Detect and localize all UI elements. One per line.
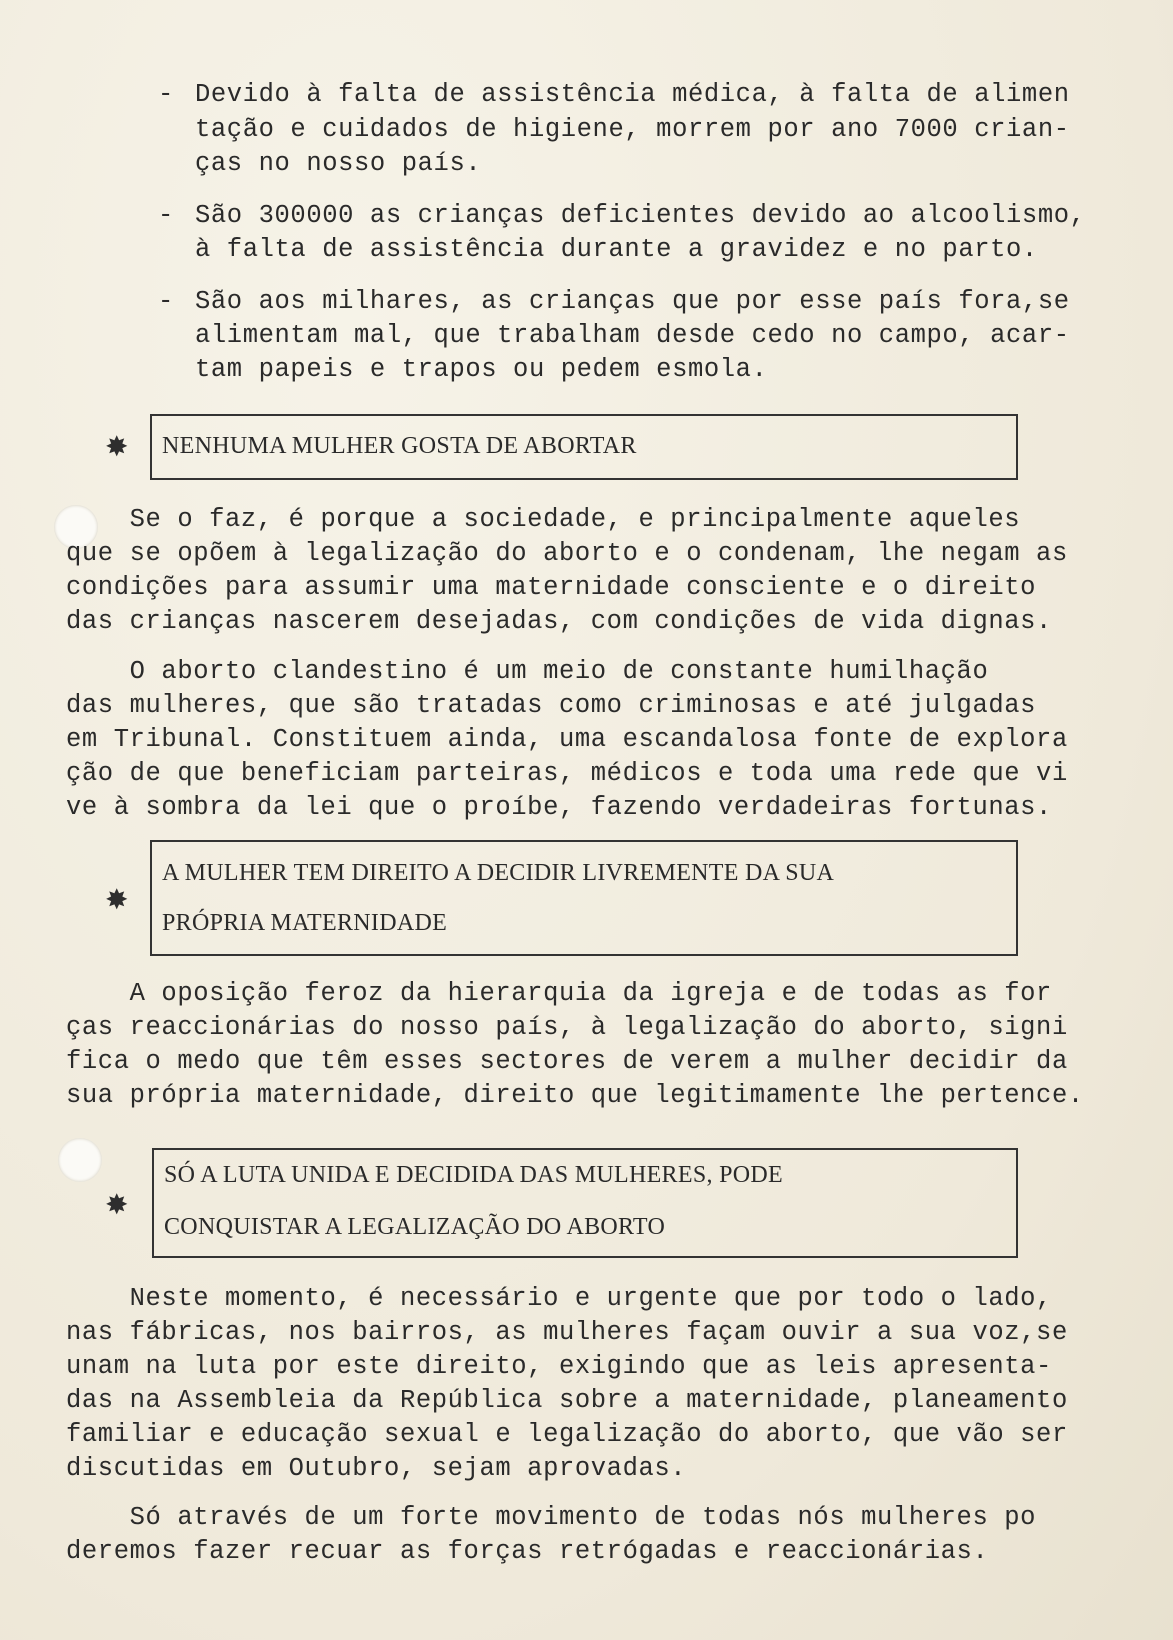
headline-box-2-line-1: A MULHER TEM DIREITO A DECIDIR LIVREMENTE DA SUA: [162, 860, 835, 886]
star-icon: ✸: [105, 1188, 129, 1221]
bullet-dash: -: [158, 201, 174, 230]
paragraph-2-line-3: em Tribunal. Constituem ainda, uma escandalosa fonte de explora: [66, 725, 1068, 754]
paragraph-1-line-3: condições para assumir uma maternidade consciente e o direito: [66, 573, 1037, 602]
bullet-3-line-2: alimentam mal, que trabalham desde cedo no campo, acar-: [195, 321, 1070, 350]
paragraph-1-line-4: das crianças nascerem desejadas, com condições de vida dignas.: [66, 607, 1052, 636]
paragraph-3-line-4: sua própria maternidade, direito que legitimamente lhe pertence.: [66, 1081, 1084, 1110]
paragraph-3-line-2: ças reaccionárias do nosso país, à legalização do aborto, signi: [66, 1013, 1068, 1042]
bullet-dash: -: [158, 80, 174, 109]
headline-box-3: [152, 1148, 1018, 1258]
paragraph-4-line-2: nas fábricas, nos bairros, as mulheres façam ouvir a sua voz,se: [66, 1318, 1068, 1347]
paragraph-4-line-1: Neste momento, é necessário e urgente que por todo o lado,: [66, 1284, 1052, 1313]
bullet-1-line-2: tação e cuidados de higiene, morrem por ano 7000 crian-: [195, 115, 1070, 144]
paragraph-4-line-5: familiar e educação sexual e legalização do aborto, que vão ser: [66, 1420, 1068, 1449]
headline-box-1: [150, 414, 1018, 480]
paragraph-5-line-1: Só através de um forte movimento de todas nós mulheres po: [66, 1503, 1037, 1532]
paragraph-1-line-1: Se o faz, é porque a sociedade, e principalmente aqueles: [66, 505, 1021, 534]
headline-box-1-text: NENHUMA MULHER GOSTA DE ABORTAR: [162, 433, 637, 459]
bullet-1-line-3: ças no nosso país.: [195, 149, 482, 178]
paragraph-2-line-4: ção de que beneficiam parteiras, médicos e toda uma rede que vi: [66, 759, 1068, 788]
punch-hole-bottom: [58, 1138, 102, 1182]
bullet-2-line-1: São 300000 as crianças deficientes devido ao alcoolismo,: [195, 201, 1086, 230]
paragraph-5-line-2: deremos fazer recuar as forças retrógadas e reaccionárias.: [66, 1537, 989, 1566]
bullet-2-line-2: à falta de assistência durante a gravidez e no parto.: [195, 235, 1038, 264]
paragraph-4-line-4: das na Assembleia da República sobre a maternidade, planeamento: [66, 1386, 1068, 1415]
paragraph-2-line-5: ve à sombra da lei que o proíbe, fazendo verdadeiras fortunas.: [66, 793, 1052, 822]
paragraph-2-line-2: das mulheres, que são tratadas como criminosas e até julgadas: [66, 691, 1037, 720]
paragraph-4-line-6: discutidas em Outubro, sejam aprovadas.: [66, 1454, 687, 1483]
paragraph-2-line-1: O aborto clandestino é um meio de constante humilhação: [66, 657, 989, 686]
paragraph-1-line-2: que se opõem à legalização do aborto e o condenam, lhe negam as: [66, 539, 1068, 568]
headline-box-2-line-2: PRÓPRIA MATERNIDADE: [162, 910, 448, 936]
bullet-1-line-1: Devido à falta de assistência médica, à falta de alimen: [195, 80, 1070, 109]
headline-box-3-line-1: SÓ A LUTA UNIDA E DECIDIDA DAS MULHERES, PODE: [164, 1162, 783, 1188]
bullet-3-line-3: tam papeis e trapos ou pedem esmola.: [195, 355, 768, 384]
headline-box-2: [150, 840, 1018, 956]
paragraph-3-line-3: fica o medo que têm esses sectores de verem a mulher decidir da: [66, 1047, 1068, 1076]
star-icon: ✸: [105, 430, 129, 463]
headline-box-3-line-2: CONQUISTAR A LEGALIZAÇÃO DO ABORTO: [164, 1214, 666, 1240]
star-icon: ✸: [105, 883, 129, 916]
paragraph-3-line-1: A oposição feroz da hierarquia da igreja e de todas as for: [66, 979, 1052, 1008]
bullet-dash: -: [158, 287, 174, 316]
paragraph-4-line-3: unam na luta por este direito, exigindo que as leis apresenta-: [66, 1352, 1052, 1381]
bullet-3-line-1: São aos milhares, as crianças que por esse país fora,se: [195, 287, 1070, 316]
